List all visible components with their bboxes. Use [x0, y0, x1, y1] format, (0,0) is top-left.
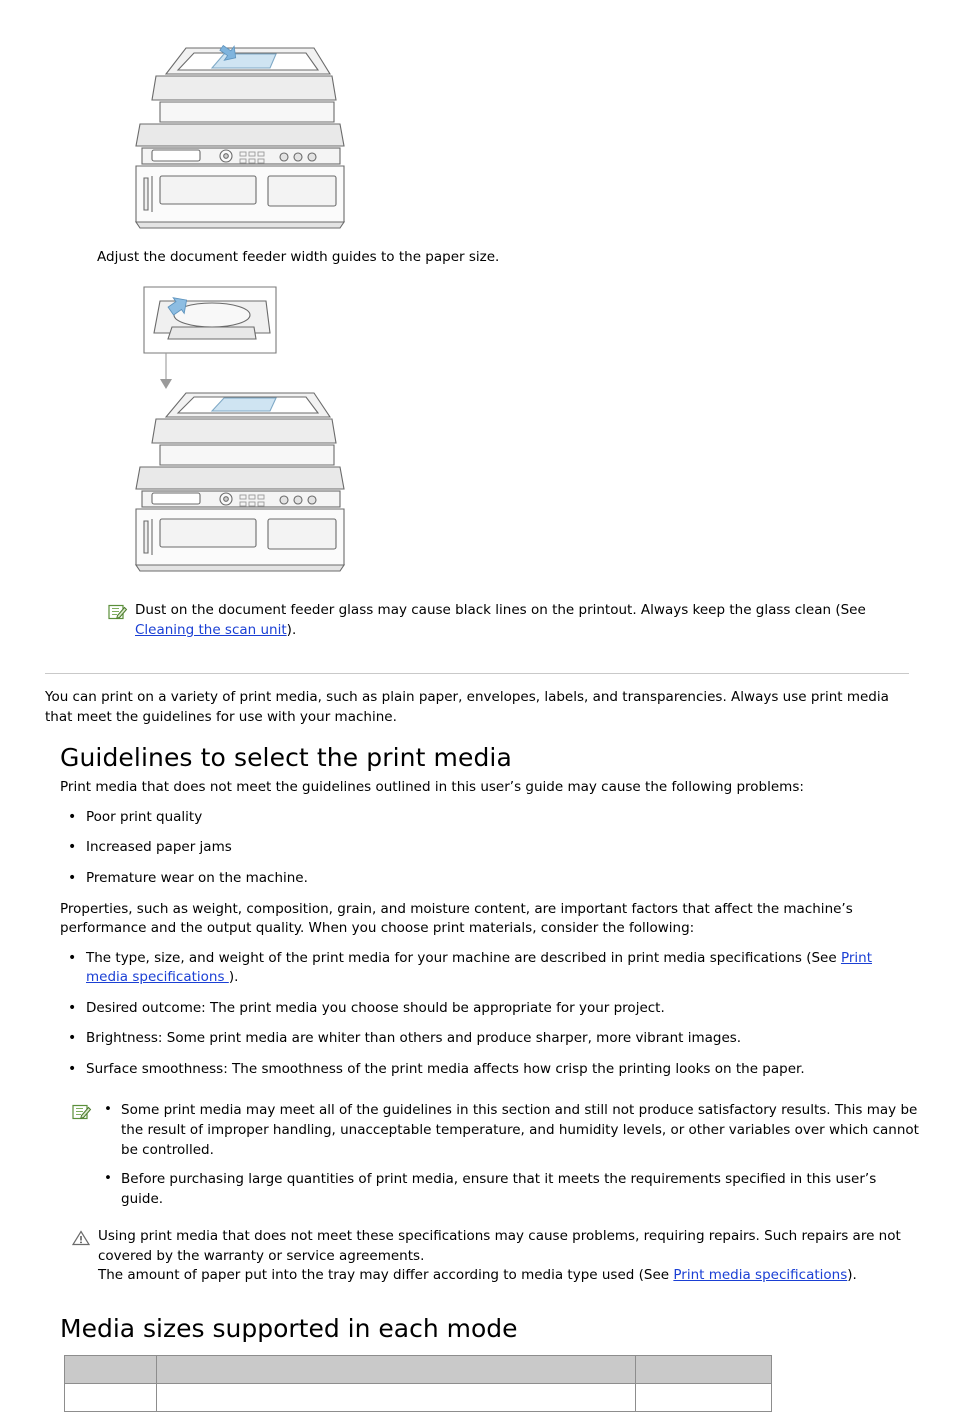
note-text-before: Dust on the document feeder glass may cause black lines on the printout. Always keep the glass clean (See — [135, 602, 866, 618]
print-media-specifications-link[interactable]: Print media specifications — [86, 949, 873, 986]
caution-text — [98, 1227, 909, 1286]
adjust-guides-caption: Adjust the document feeder width guides to the paper size. — [97, 249, 500, 265]
intro-paragraph: You can print on a variety of print media, such as plain paper, envelopes, labels, and transparencies. Always use print media that meet the guidelines for use with your machine. — [45, 689, 889, 725]
cleaning-scan-unit-link[interactable]: Cleaning the scan unit — [135, 621, 287, 638]
note-glass-dust-text — [135, 601, 923, 640]
printer-with-document-feeder-illustration — [108, 26, 954, 235]
guidelines-heading: Guidelines to select the print media — [60, 743, 512, 773]
item-text-before: The type, size, and weight of the print media for your machine are described in print media specifications (See — [86, 949, 841, 966]
table-header-row — [65, 1355, 772, 1383]
caution-block — [72, 1227, 909, 1286]
print-media-specifications-link-2[interactable]: Print media specifications — [673, 1267, 848, 1284]
caution-text-before: The amount of paper put into the tray may differ according to media type used (See — [98, 1267, 674, 1284]
caution-triangle-icon — [72, 1230, 90, 1246]
list-item: • Brightness: Some print media are whiter than others and produce sharper, more vibrant images. — [60, 1029, 909, 1049]
list-item: • Desired outcome: The print media you choose should be appropriate for your project. — [60, 999, 909, 1019]
guidelines-intro: Print media that does not meet the guidelines outlined in this user’s guide may cause the following problems: — [60, 779, 804, 796]
list-item: • Some print media may meet all of the guidelines in this section and still not produce satisfactory results. This may be the result of improper handling, unacceptable temperature, and humidity levels, or other variables over which cannot be controlled. — [99, 1101, 922, 1160]
note-glass-dust — [108, 601, 923, 640]
list-item: • Premature wear on the machine. — [60, 869, 909, 889]
table-header-cell — [65, 1355, 157, 1383]
table-row — [65, 1383, 772, 1411]
caution-line-2 — [98, 1266, 909, 1286]
note-pencil-icon — [108, 604, 128, 620]
item-text-after: ). — [228, 969, 239, 986]
list-item: • Poor print quality — [60, 808, 909, 828]
section-divider — [45, 673, 909, 674]
printer-width-guides-illustration — [108, 275, 954, 579]
properties-paragraph: Properties, such as weight, composition, grain, and moisture content, are important factors that affect the machine’s performance and the output quality. When you choose print materials, consider the following: — [60, 900, 853, 937]
table-header-cell — [156, 1355, 635, 1383]
considerations-list — [60, 949, 909, 1080]
table-header-cell — [636, 1355, 772, 1383]
note-pencil-icon — [72, 1104, 92, 1120]
table-cell — [156, 1383, 635, 1411]
caution-text-after: ). — [847, 1267, 857, 1284]
list-item: • Before purchasing large quantities of print media, ensure that it meets the requirements specified in this user’s guide. — [99, 1170, 922, 1209]
list-item — [60, 949, 909, 988]
table-cell — [65, 1383, 157, 1411]
document-page — [0, 26, 954, 1412]
media-sizes-heading: Media sizes supported in each mode — [60, 1313, 518, 1343]
problems-list — [60, 808, 909, 889]
caution-line-1: Using print media that does not meet these specifications may cause problems, requiring repairs. Such repairs are not covered by the warranty or service agreements. — [98, 1228, 901, 1264]
note-text-after: ). — [286, 621, 297, 638]
note-media-list — [99, 1101, 922, 1209]
media-sizes-table — [64, 1355, 772, 1412]
note-media-guidelines — [72, 1101, 922, 1209]
list-item: • Surface smoothness: The smoothness of the print media affects how crisp the printing looks on the paper. — [60, 1060, 909, 1080]
list-item: • Increased paper jams — [60, 838, 909, 858]
table-cell — [636, 1383, 772, 1411]
